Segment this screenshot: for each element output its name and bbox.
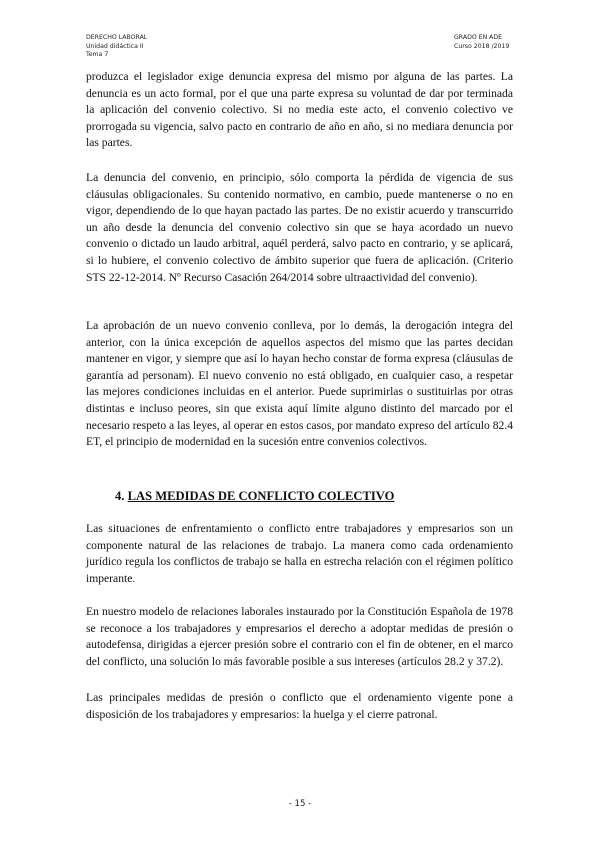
section-number: 4. (115, 489, 125, 503)
paragraph-denuncia-expresa: produzca el legislador exige denuncia expresa del mismo por alguna de las partes. La denuncia es un acto formal, por el que una parte expresa su voluntad de dar por terminada la aplicación del convenio colectivo. Si no media este acto, el convenio colectivo ve prorrogada su vigencia, salvo pacto en contrario de año en año, si no mediara denuncia por las partes. (86, 70, 513, 150)
paragraph-perdida-vigencia: La denuncia del convenio, en principio, sólo comporta la pérdida de vigencia de sus cláusulas obligacionales. Su contenido normativo, en cambio, puede mantenerse o no en vigor, dependiendo de lo que hayan pactado las partes. De no existir acuerdo y transcurrido un año desde la denuncia del convenio colectivo sin que se haya acordado un nuevo convenio o dictado un laudo arbitral, aquél perderá, salvo pacto en contrario, y se aplicará, si lo hubiere, el convenio colectivo de ámbito superior que fuera de aplicación. (Criterio STS 22-12-2014. Nº Recurso Casación 264/2014 sobre ultraactividad del convenio). (86, 171, 513, 284)
header-topic: Tema 7 (86, 51, 109, 59)
header-left (86, 34, 147, 60)
header-degree: GRADO EN ADE (454, 34, 503, 41)
paragraph-medidas-presion: Las principales medidas de presión o conflicto que el ordenamiento vigente pone a disposición de los trabajadores y empresarios: la huelga y el cierre patronal. (86, 691, 513, 721)
page-number: - 15 - (288, 799, 312, 809)
header-course: DERECHO LABORAL (86, 34, 148, 41)
paragraph-nuevo-convenio: La aprobación de un nuevo convenio conlleva, por lo demás, la derogación integra del anterior, con la única excepción de aquellos aspectos del mismo que las partes decidan mantener en vigor, y siempre que así lo hayan hecho constar de forma expresa (cláusulas de garantía ad personam). El nuevo convenio no está obligado, en cualquier caso, a respetar las mejores condiciones incluidas en el anterior. Puede suprimirlas o sustituirlas por otras distintas e incluso peores, sin que exista aquí límite alguno distinto del marcado por el necesario respeto a las leyes, al operar en estos casos, por mandato expreso del artículo 82.4 ET, el principio de modernidad en la sucesión entre convenios colectivos. (86, 319, 513, 449)
section-heading (115, 489, 394, 504)
header-right (454, 34, 509, 51)
header-unit: Unidad didáctica II (86, 42, 144, 50)
section-title: LAS MEDIDAS DE CONFLICTO COLECTIVO (127, 489, 395, 503)
paragraph-constitucion: En nuestro modelo de relaciones laborales instaurado por la Constitución Española de 1978 se reconoce a los trabajadores y empresarios el derecho a adoptar medidas de presión o autodefensa, dirigidas a ejercer presión sobre el contrario con el fin de obtener, en el marco del conflicto, una solución lo más favorable posible a sus intereses (artículos 28.2 y 37.2). (86, 605, 513, 668)
paragraph-situaciones-conflicto: Las situaciones de enfrentamiento o conflicto entre trabajadores y empresarios son un componente natural de las relaciones de trabajo. La manera como cada ordenamiento jurídico regula los conflictos de trabajo se halla en estrecha relación con el régimen político imperante. (86, 522, 513, 585)
header-academic-year: Curso 2018 /2019 (454, 42, 510, 50)
